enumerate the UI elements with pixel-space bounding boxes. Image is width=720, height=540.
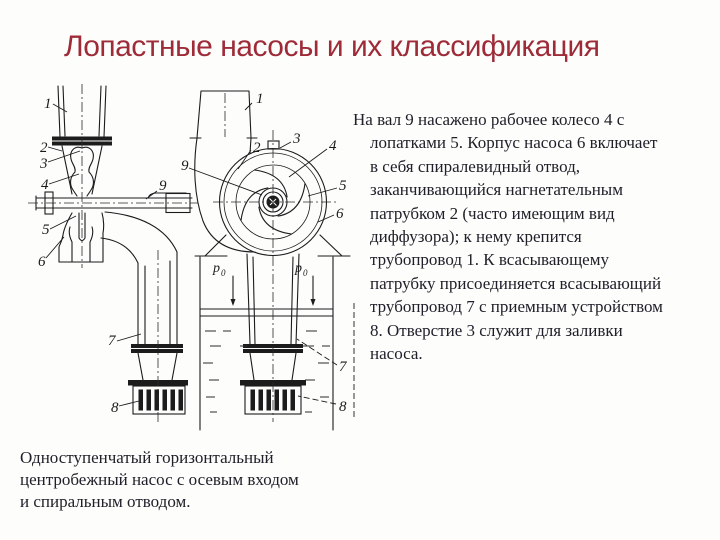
- part-label-8: 8: [339, 399, 347, 415]
- description-line: заканчивающийся нагнетательным: [370, 180, 623, 200]
- description-text: [353, 108, 713, 365]
- part-label-2: 2: [40, 140, 48, 156]
- figure-caption: [20, 447, 350, 512]
- description-line: диффузора); к нему крепится: [370, 227, 582, 247]
- part-label-7: 7: [108, 333, 116, 349]
- part-label-8: 8: [111, 400, 119, 416]
- description-line: трубопровод 7 с приемным устройством: [370, 297, 663, 317]
- part-label-3: 3: [40, 156, 48, 172]
- part-label-4: 4: [329, 138, 337, 154]
- pressure-subscript: 0: [221, 268, 226, 278]
- description-line: трубопровод 1. К всасывающему: [370, 250, 609, 270]
- part-label-7: 7: [339, 359, 347, 375]
- description-line: патрубку присоединяется всасывающий: [370, 273, 662, 293]
- description-line: 8. Отверстие 3 служит для заливки: [370, 320, 623, 340]
- part-label-4: 4: [41, 177, 49, 193]
- pressure-subscript: 0: [303, 268, 308, 278]
- part-label-6: 6: [336, 206, 344, 222]
- caption-line: Одноступенчатый горизонтальный: [20, 448, 274, 467]
- description-line: На вал 9 насажено рабочее колесо 4 с: [353, 110, 625, 129]
- part-label-2: 2: [253, 140, 261, 156]
- description-line: насоса.: [370, 344, 423, 364]
- part-label-9: 9: [159, 178, 167, 194]
- pressure-symbol: p: [213, 261, 220, 276]
- part-label-1: 1: [256, 91, 264, 107]
- caption-line: центробежный насос с осевым входом: [20, 469, 299, 489]
- part-label-1: 1: [44, 96, 52, 112]
- pump-front-view: [190, 91, 350, 422]
- part-label-3: 3: [293, 131, 301, 147]
- description-line: патрубком 2 (часто имеющим вид: [370, 203, 615, 223]
- part-label-6: 6: [38, 254, 46, 270]
- pump-side-view: [28, 84, 198, 422]
- strainer-slots-left: [139, 390, 184, 411]
- pressure-symbol: p: [295, 261, 302, 276]
- description-line: лопатками 5. Корпус насоса 6 включает: [370, 133, 658, 153]
- caption-line: и спиральным отводом.: [20, 491, 191, 511]
- slide-title: Лопастные насосы и их классификация: [64, 30, 600, 63]
- part-label-5: 5: [42, 222, 50, 238]
- part-label-5: 5: [339, 178, 347, 194]
- atmospheric-pressure-arrows: [212, 261, 316, 306]
- description-line: в себя спиралевидный отвод,: [370, 156, 581, 176]
- part-label-9: 9: [181, 158, 189, 174]
